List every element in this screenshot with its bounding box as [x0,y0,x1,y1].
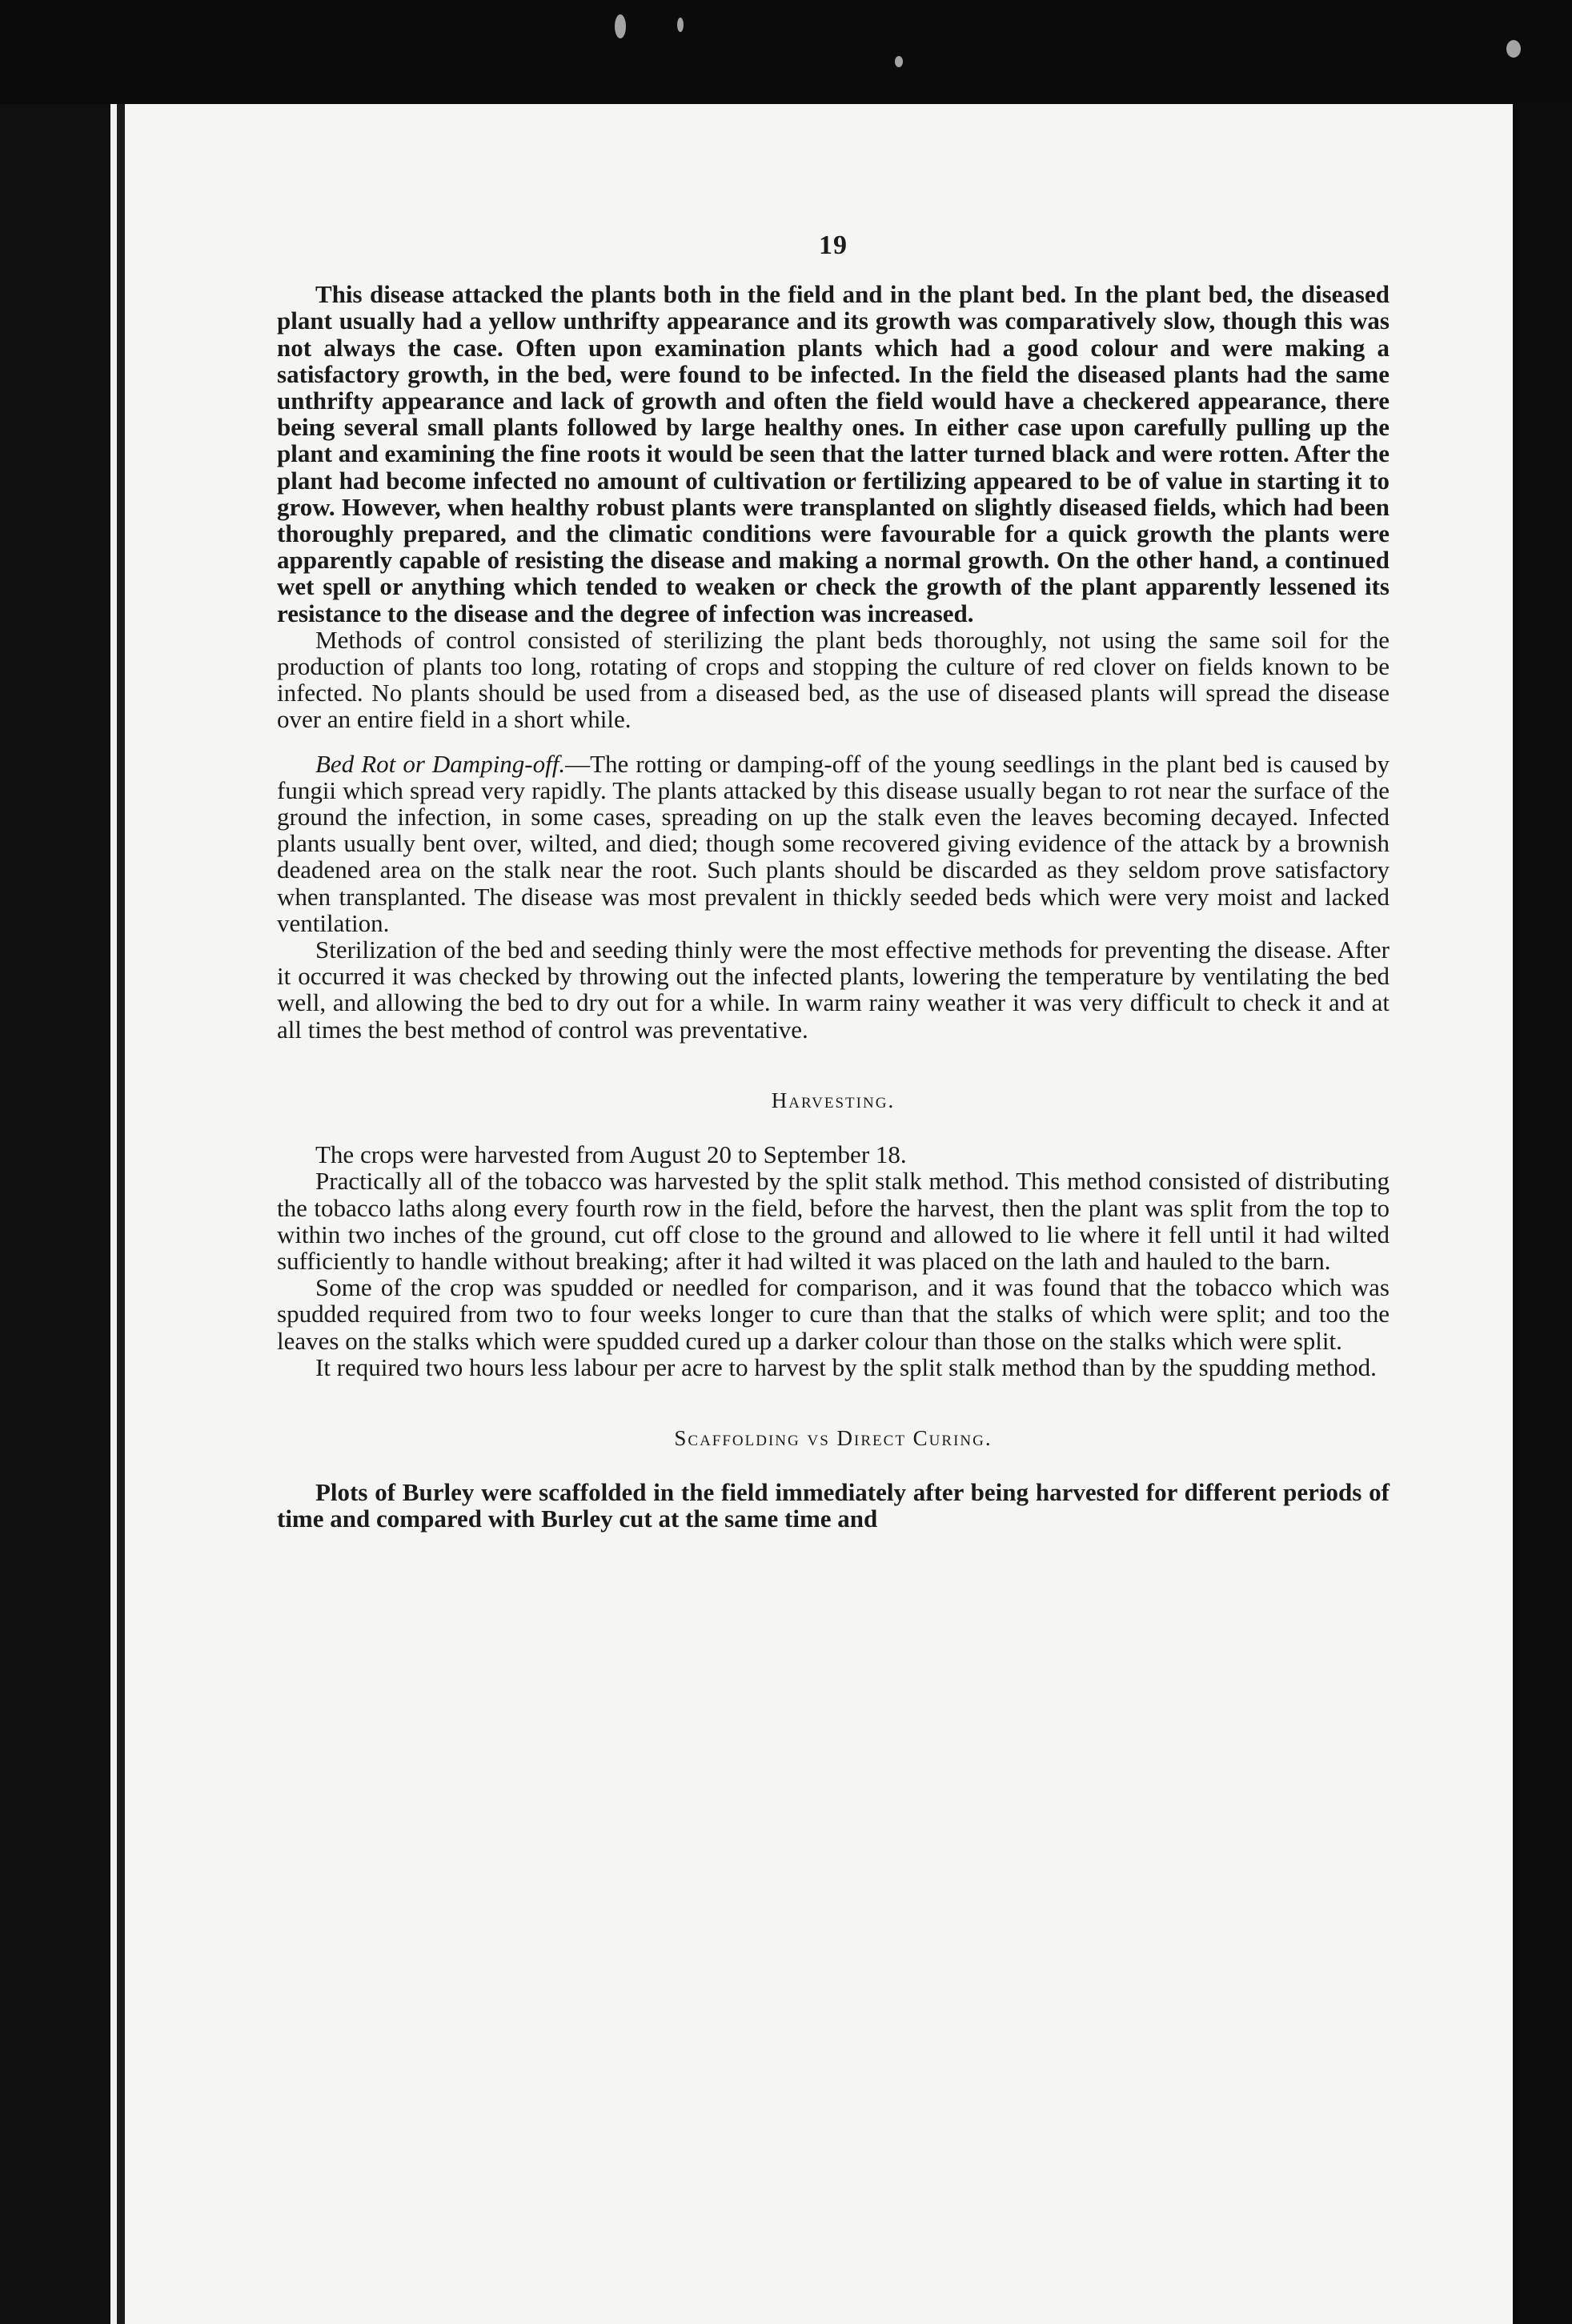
bed-rot-text: —The rotting or damping-off of the young seedlings in the plant bed is caused by fungii which spread very rapidly. The plants attacked by this disease usually began to rot near the surface of the ground the infection, in some cases, spreading on up the stalk even the leaves becoming decayed. Infected plants usually bent over, wilted, and died; though some recovered giving evidence of the attack by a brownish deadened area on the stalk near the root. Such plants should be discarded as they seldom prove satisfactory when transplanted. The disease was most prevalent in thickly seeded beds which were very moist and lacked ventilation. [277,749,1390,937]
scan-dark-border-top [0,0,1572,104]
page-edge-shadow [117,104,125,2324]
page-content-area [125,104,1513,2324]
body-text [277,232,1390,1533]
scan-speck [615,14,626,38]
paragraph-split-stalk-method: Practically all of the tobacco was harvested by the split stalk method. This method consisted of distributing the tobacco laths along every fourth row in the field, before the harvest, then the plant was split from the top to within two inches of the ground, cut off close to the ground and allowed to lie where it fell until it had wilted sufficiently to handle without breaking; after it had wilted it was placed on the lath and hauled to the barn. [277,1167,1390,1275]
section-heading-harvesting: Harvesting. [771,1088,896,1112]
paragraph-harvest-dates: The crops were harvested from August 20 to September 18. [315,1140,907,1169]
section-heading-scaffolding: Scaffolding vs Direct Curing. [674,1425,993,1450]
paragraph-labour-required: It required two hours less labour per acre to harvest by the split stalk method than by the spudding method. [315,1352,1377,1381]
page-number: 19 [819,230,848,260]
paragraph-scaffolding: Plots of Burley were scaffolded in the field immediately after being harvested for different periods of time and compared with Burley cut at the same time and [277,1478,1390,1533]
scan-dark-margin-left [0,104,114,2324]
paragraph-bed-rot [277,751,1390,936]
scan-speck [1506,40,1521,58]
paragraph-spudding-comparison: Some of the crop was spudded or needled for comparison, and it was found that the tobacco which was spudded required from two to four weeks longer to cure than that the stalks of which were split; and too the leaves on the stalks which were spudded cured up a darker colour than those on the stalks which were split. [277,1273,1390,1355]
scan-speck [677,18,684,32]
bed-rot-heading: Bed Rot or Damping-off. [315,749,566,778]
scan-dark-margin-right [1513,104,1572,2324]
page-edge-line [110,104,117,2324]
paragraph-sterilization: Sterilization of the bed and seeding thinly were the most effective methods for preventing the disease. After it occurred it was checked by throwing out the infected plants, lowering the temperature by ventilating the bed well, and allowing the bed to dry out for a while. In warm rainy weather it was very difficult to check it and at all times the best method of control was preventative. [277,936,1390,1044]
paragraph-methods-of-control: Methods of control consisted of sterilizing the plant beds thoroughly, not using the same soil for the production of plants too long, rotating of crops and stopping the culture of red clover on fields known to be infected. No plants should be used from a diseased bed, as the use of diseased plants will spread the disease over an entire field in a short while. [277,625,1390,734]
paragraph-disease-description: This disease attacked the plants both in the field and in the plant bed. In the plant bed, the diseased plant usually had a yellow unthrifty appearance and its growth was comparatively slow, though this was not always the case. Often upon examination plants which had a good colour and were making a satisfactory growth, in the bed, were found to be infected. In the field the diseased plants had the same unthrifty appearance and lack of growth and often the field would have a checkered appearance, there being several small plants followed by large healthy ones. In either case upon carefully pulling up the plant and examining the fine roots it would be seen that the latter turned black and were rotten. After the plant had become infected no amount of cultivation or fertilizing appeared to be of value in starting it to grow. However, when healthy robust plants were transplanted on slightly diseased fields, which had been thoroughly prepared, and the climatic conditions were favourable for a quick growth the plants were apparently capable of resisting the disease and making a normal growth. On the other hand, a continued wet spell or anything which tended to weaken or check the growth of the plant apparently lessened its resistance to the disease and the degree of infection was increased. [277,280,1390,627]
scan-speck [895,56,903,67]
